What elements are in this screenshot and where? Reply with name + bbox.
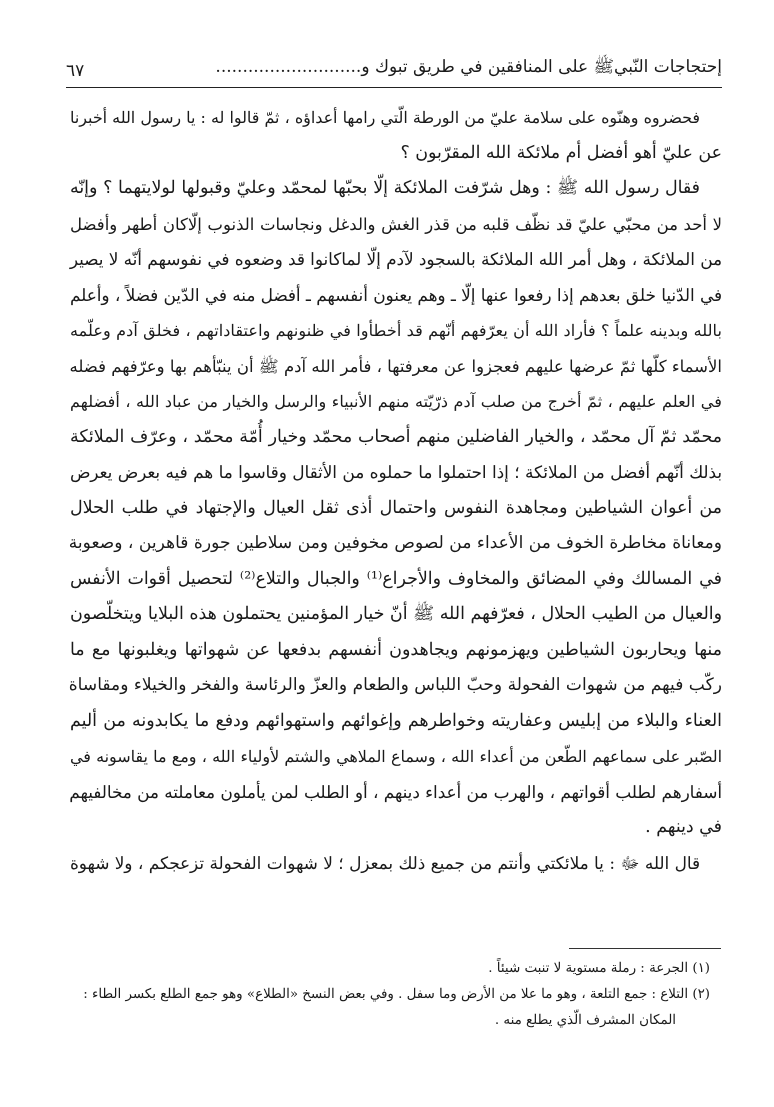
text-line: بذلك أنّهم أفضل من الملائكة ؛ إذا احتملوا ما حملوه من الأثقال وقاسوا ما هم فيه بعرض يعرض (70, 462, 722, 482)
text-line: محمّد ثمّ آل محمّد ، والخيار الفاضلين منهم أصحاب محمّد وخيار أُمّة محمّد ، وعرّف الملائكة (70, 426, 722, 447)
header-title (215, 56, 722, 81)
text-line: فقال رسول الله ﷺ : وهل شرّفت الملائكة إلّا بحبّها لمحمّد وعليّ وقبولها لولايتهما ؟ وإنّه (70, 178, 700, 198)
text-line: فحضروه وهنّوه على سلامة عليّ من الورطة الّتي رامها أعداؤه ، ثمّ قالوا له : يا رسول الله أخبرنا (70, 108, 700, 127)
text-line: ركّب فيهم من شهوات الفحولة وحبّ اللباس والطعام والعزّ والرئاسة والفخر والخيلاء ومقاساة (68, 675, 722, 695)
footnote-divider (569, 948, 721, 949)
text-line: الأسماء كلّها ثمّ عرضها عليهم فعجزوا عن معرفتها ، فأمر الله آدم ﷺ أن ينبّأهم بها وعرّفهم فضله (69, 356, 722, 376)
header-title-text: إحتجاجات النّبيﷺ على المنافقين في طريق تبوك و (361, 57, 722, 77)
text-line: والعيال من الطيب الحلال ، فعرّفهم الله ﷺ أنّ خيار المؤمنين يحتملون هذه البلايا ويتخلّصون (70, 604, 722, 624)
main-text (70, 100, 722, 881)
running-header (66, 56, 722, 88)
page-number: ٦٧ (66, 61, 85, 81)
text-line: في الدّنيا خلق بعدهم إذا رفعوا عنها إلّا ـ وهم يعنون أنفسهم ـ أفضل منه في الدّين فضلاً ، وأعلم (70, 284, 722, 305)
text-line: في دينهم . (645, 817, 722, 837)
text-line: منها ويحاربون الشياطين ويهزمونهم ويجاهدون أنفسهم بدفعها عن شهواتها ويغلبونها مع ما (70, 639, 722, 660)
footnote-2-continuation: المكان المشرف الّذي يطلع منه . (494, 1013, 676, 1028)
footnote-1: (١) الجرعة : رملة مستوية لا تنبت شيئاً . (488, 961, 710, 976)
text-line: بالله وبدينه علماً ؟ فأراد الله أن يعرّفهم أنّهم قد أخطأوا في ظنونهم واعتقاداتهم ، فخلق آدم وعلّمه (70, 321, 722, 340)
text-line: من أعوان الشياطين ومجاهدة النفوس واحتمال أذى ثقل العيال والإجتهاد في طلب الحلال (70, 497, 722, 518)
text-line: الصّبر على سماعهم الطّعن من أعداء الله ، وسماع الملاهي والشتم لأولياء الله ، ومع ما يقاسونه في (70, 747, 722, 766)
text-line: قال الله ﷻ : يا ملائكتي وأنتم من جميع ذلك بمعزل ؛ لا شهوات الفحولة تزعجكم ، ولا شهوة (70, 852, 700, 873)
footnotes (56, 956, 710, 1034)
text-line: ومعاناة مخاطرة الخوف من الأعداء من لصوص مخوفين ومن سلاطين جورة قاهرين ، وصعوبة (68, 533, 722, 553)
text-line: في العلم عليهم ، ثمّ أخرج من صلب آدم ذرّيّته منهم الأنبياء والرسل والخيار من عباد الله ، أفضلهم (70, 392, 722, 411)
text-line: لا أحد من محبّي عليّ قد نظّف قلبه من قذر الغش والدغل ونجاسات الذنوب إلّاكان أطهر وأفضل (70, 214, 722, 234)
text-line: من الملائكة ، وهل أمر الله الملائكة بالسجود لآدم إلّا لماكانوا قد وضعوه في نفوسهم أنّه لا يصير (69, 249, 722, 269)
header-dots: ........................... (215, 57, 362, 77)
text-line: في المسالك وفي المضائق والمخاوف والأجراع⁽¹⁾ والجبال والتلاع⁽²⁾ لتحصيل أقوات الأنفس (70, 568, 722, 589)
footnote-2: (٢) التلاع : جمع التلعة ، وهو ما علا من الأرض وما سفل . وفي بعض النسخ «الطلاع» وهو جمع الطلع بكسر الطاء : (83, 987, 710, 1002)
text-line: عن عليّ أهو أفضل أم ملائكة الله المقرّبون ؟ (400, 142, 722, 163)
text-line: العناء والبلاء من إبليس وعفاريته وخواطرهم وإغوائهم واستهوائهم ودفع ما يكابدونه من أليم (70, 710, 722, 731)
text-line: أسفارهم لطلب أقواتهم ، والهرب من أعداء دينهم ، أو الطلب لمن يأملون معاملته من مخالفيهم (69, 781, 722, 802)
